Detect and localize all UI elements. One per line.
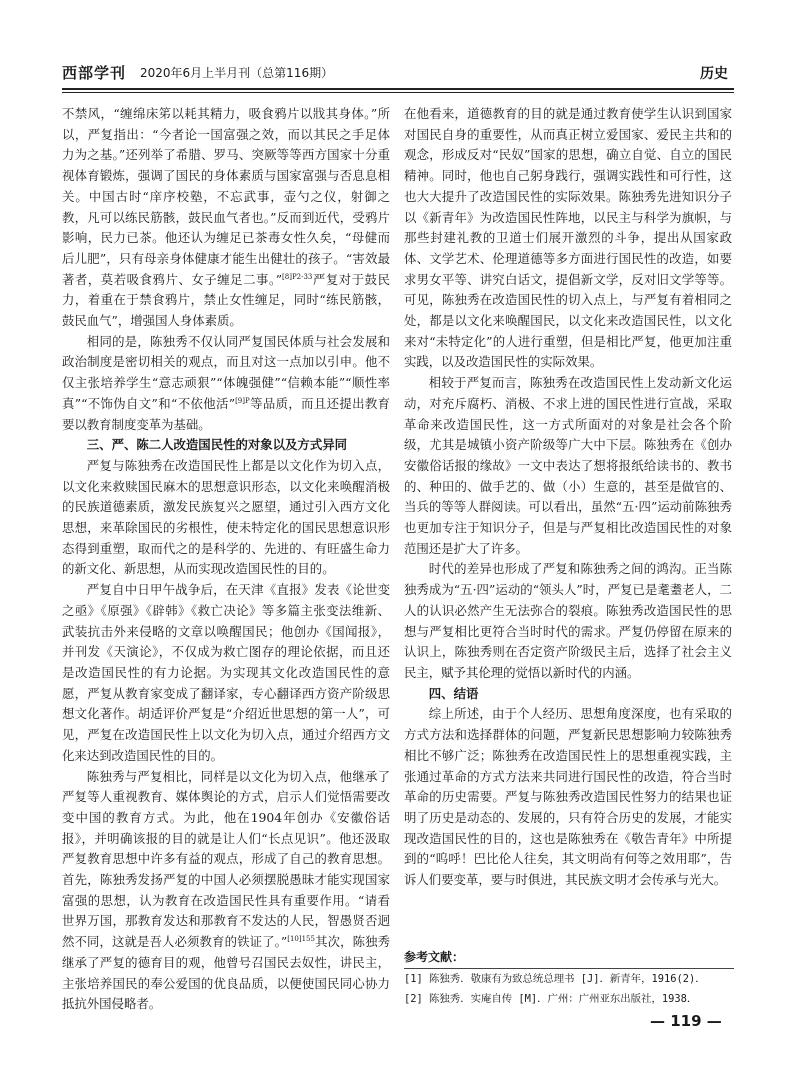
- left-column: [62, 104, 390, 1015]
- paragraph: 相较于严复而言，陈独秀在改造国民性上发动新文化运动，对充斥腐朽、消极、不求上进的国民性进行宣战，采取革命来改造国民性，这一方式所面对的对象是社会各个阶级，尤其是城镇小资产阶级等广大中下层。陈独秀在《创办安徽俗话报的缘故》一文中表达了想将报纸给读书的、教书的、种田的、做手艺的、做（小）生意的，甚至是做官的、当兵的等等人群阅读。可以看出，虽然“五·四”运动前陈独秀也更加专注于知识分子，但是与严复相比改造国民性的对象范围还是扩大了许多。: [404, 375, 732, 556]
- reference-item: [1] 陈独秀．敬康有为致总统总理书 [J]．新青年，1916(2)．: [404, 973, 706, 985]
- issue-info: 2020年6月上半月刊（总第116期）: [140, 66, 334, 80]
- right-column: [404, 104, 732, 891]
- section-heading: 三、严、陈二人改造国民性的对象以及方式异同: [86, 437, 347, 453]
- journal-logo: 西部学刊: [62, 64, 127, 82]
- header-rule-thin: [62, 92, 734, 93]
- paragraph: 严复自中日甲午战争后，在天津《直报》发表《论世变之亟》《原强》《辟韩》《救亡决论》等多篇主张变法维新、武装抗击外来侵略的文章以唤醒国民；他创办《国闻报》，并刊发《天演论》，不仅成为救亡图存的理论依据，而且还是改造国民性的有力论据。为实现其文化改造国民性的意愿，严复从教育家变成了翻译家，专心翻译西方资产阶级思想文化著作。胡适评价严复是“介绍近世思想的第一人”，可见，严复在改造国民性上以文化为切入点，通过介绍西方文化来达到改造国民性的目的。: [62, 582, 390, 763]
- paragraph: 时代的差异也形成了严复和陈独秀之间的鸿沟。正当陈独秀成为“五·四”运动的“领头人”时，严复已是耄耋老人，二人的认识必然产生无法弥合的裂痕。陈独秀改造国民性的思想与严复相比更符合当时时代的需求。严复仍停留在原来的认识上，陈独秀则在否定资产阶级民主后，选择了社会主义民主，赋予其伦理的觉悟以新时代的内涵。: [404, 561, 732, 680]
- page-header: [62, 62, 734, 88]
- paragraph: 在他看来，道德教育的目的就是通过教育使学生认识到国家对国民自身的重要性，从而真正树立爱国家、爱民主共和的观念，形成反对“民奴”国家的思想，确立自觉、自立的国民精神。同时，他也自己躬身践行，强调实践性和可行性，这也大大提升了改造国民性的实际效果。陈独秀先进知识分子以《新青年》为改造国民性阵地，以民主与科学为旗帜，与那些封建礼教的卫道士们展开激烈的斗争，提出从国家政体、文学艺术、伦理道德等多方面进行国民性的改造，如要求男女平等、讲究白话文，提倡新文学，反对旧文学等等。可见，陈独秀在改造国民性的切入点上，与严复有着相同之处，都是以文化来唤醒国民，以文化来改造国民性，以文化来对“未特定化”的人进行重塑，但是相比严复，他更加注重实践，以及改造国民性的实际效果。: [404, 106, 732, 370]
- header-rule: [62, 88, 734, 90]
- paragraph: 相同的是，陈独秀不仅认同严复国民体质与社会发展和政治制度是密切相关的观点，而且对这一点加以引申。他不仅主张培养学生“意志顽狠”“体魄强健”“信赖本能”“顺性率真”“不饰伪自文”和“不依他活”$^{[9]P}$等品质，而且还提出教育要以教育制度变革为基础。: [62, 333, 390, 432]
- page-number: — 119 —: [650, 1012, 722, 1030]
- paragraph: 严复与陈独秀在改造国民性上都是以文化作为切入点，以文化来救赎国民麻木的思想意识形态，以文化来唤醒消极的民族道德素质，激发民族复兴之愿望，通过引入西方文化思想，来革除国民的劣根性，使未特定化的国民思想意识形态得到重塑，取而代之的是科学的、先进的、有旺盛生命力的新文化、新思想，从而实现改造国民性的目的。: [62, 457, 390, 577]
- paragraph: 不禁风，“缠绵床笫以耗其精力，吸食鸦片以戕其身体。”所以，严复指出：“今者论一国富强之效，而以其民之手足体力为之基。”还列举了希腊、罗马、突厥等等西方国家十分重视体育锻炼，强调了国民的身体素质与国家富强与否息息相关。中国古时“庠序校塾，不忘武事，壶勺之仪，射御之教，凡可以练民筋骸，鼓民血气者也。”反而到近代，受鸦片影响，民力已茶。他还认为缠足已茶毒女性久矣，“母健而后儿肥”，只有母亲身体健康才能生出健壮的孩子。“害效最著者，莫若吸食鸦片、女子缠足二事。”$^{[8]P2-33}$严复对于鼓民力，着重在于禁食鸦片，禁止女性缠足，同时“练民筋骸，鼓民血气”，增强国人身体素质。: [62, 106, 390, 329]
- section-heading: 四、结语: [428, 685, 479, 701]
- references-rule: [404, 968, 734, 969]
- references-title: 参考文献：: [404, 950, 465, 964]
- section-label: 历史: [700, 66, 728, 82]
- paragraph: 陈独秀与严复相比，同样是以文化为切入点，他继承了严复等人重视教育、媒体舆论的方式，启示人们觉悟需要改变中国的教育方式。为此，他在1904年创办《安徽俗话报》，并明确该报的目的就是让人们“长点见识”。他还汲取严复教育思想中许多有益的观点，形成了自己的教育思想。首先，陈独秀发扬严复的中国人必须摆脱愚昧才能实现国家富强的思想，认为教育在改造国民性具有重要作用。“请看世界万国，那教育发达和那教育不发达的人民，智愚贤否迥然不同，这就是吾人必须教育的铁证了。”$^{[10]155}$其次，陈独秀继承了严复的德育目的观，他曾号召国民去奴性，讲民主，主张培养国民的奉公爱国的优良品质，以便使国民同心协力抵抗外国侵略者。: [62, 768, 390, 1012]
- paragraph: 综上所述，由于个人经历、思想角度深度，也有采取的方式方法和选择群体的问题，严复新民思想影响力较陈独秀相比不够广泛；陈独秀在改造国民性上的思想重视实践，主张通过革命的方式方法来共同进行国民性的改造，符合当时革命的历史需要。严复与陈独秀改造国民性努力的结果也证明了历史是动态的、发展的，只有符合历史的发展，才能实现改造国民性的目的，这也是陈独秀在《敬告青年》中所提到的“呜呼！巴比伦人往矣，其文明尚有何等之效用耶”，告诉人们要变革，要与时俱进，其民族文明才会传承与光大。: [404, 706, 732, 888]
- reference-item: [2] 陈独秀．实庵自传 [M]．广州：广州亚东出版社，1938．: [404, 993, 698, 1005]
- references: [404, 948, 734, 1009]
